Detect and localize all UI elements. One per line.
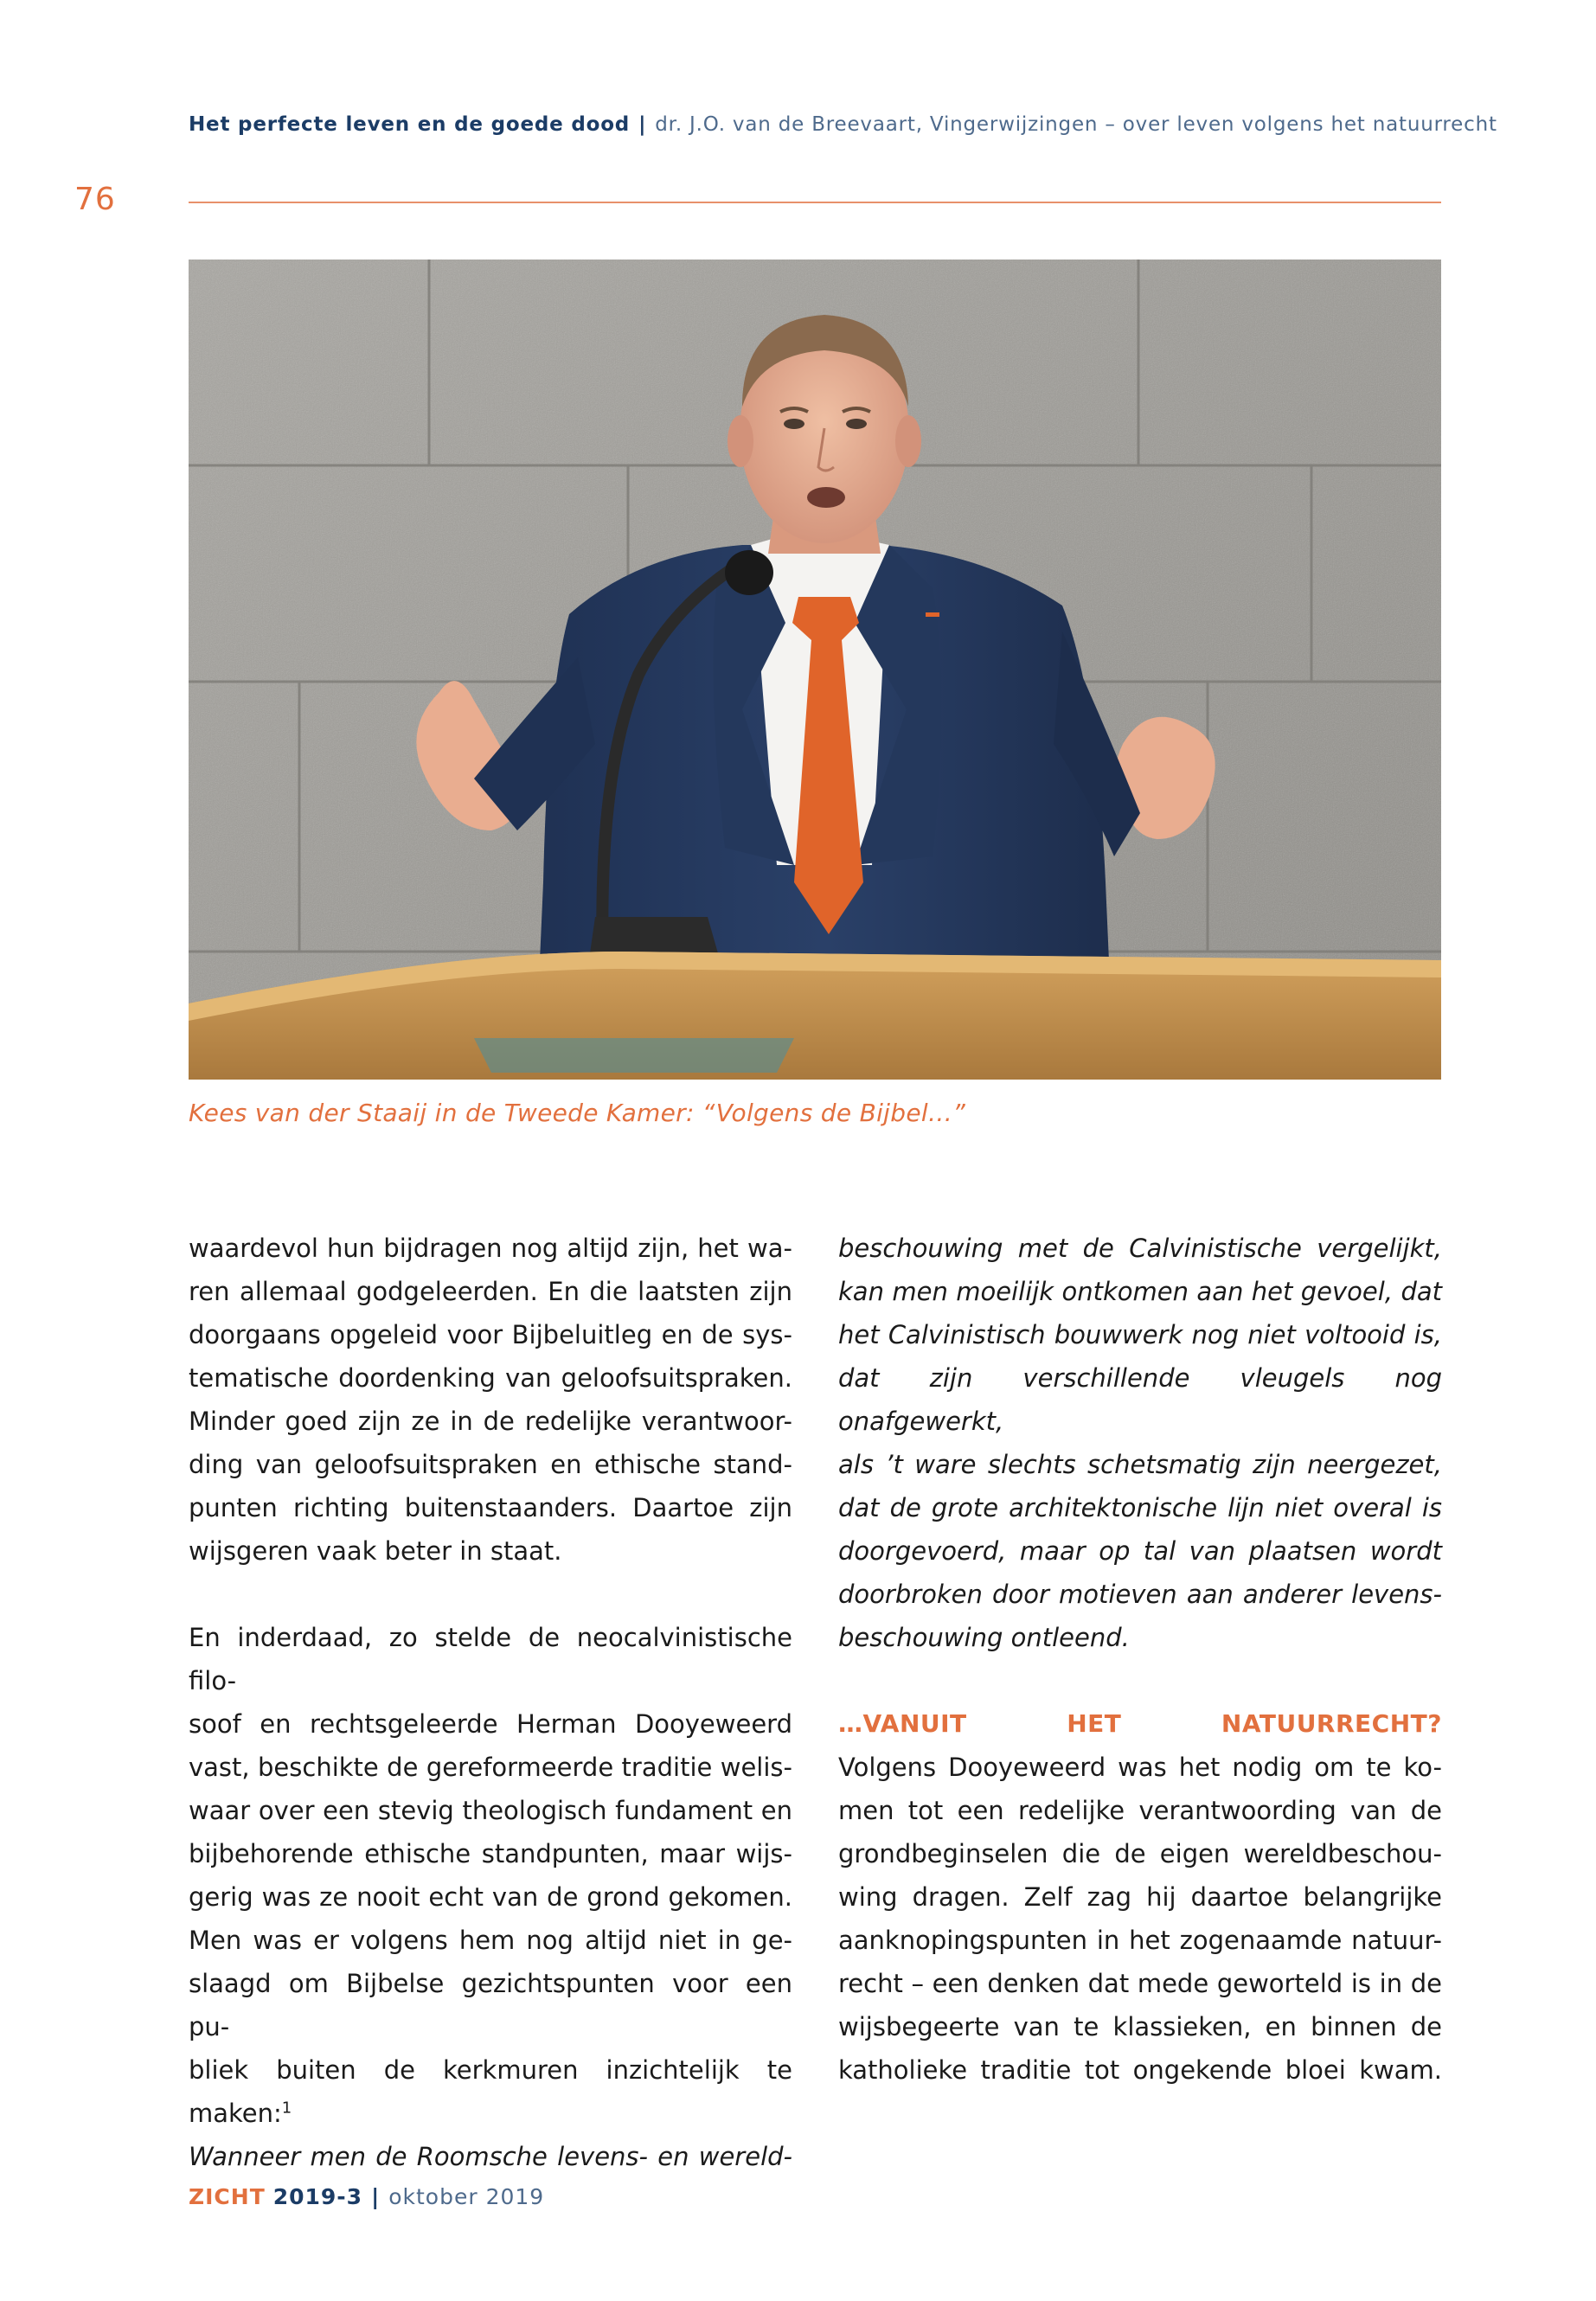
- body-line: vast, beschikte de gereformeerde traditie welis-: [189, 1753, 792, 1782]
- body-line: doorgaans opgeleid voor Bijbeluitleg en de sys-: [189, 1320, 792, 1349]
- quote-line: Wanneer men de Roomsche levens- en wereld-: [189, 2142, 792, 2171]
- running-head-separator: |: [638, 113, 647, 136]
- body-line: tematische doordenking van geloofsuitspraken.: [189, 1363, 792, 1393]
- footer-separator: |: [371, 2184, 381, 2209]
- paragraph-gap: [838, 1659, 1442, 1702]
- header-rule: [189, 202, 1441, 203]
- footer-brand: ZICHT: [189, 2184, 266, 2209]
- body-line: ren allemaal godgeleerden. En die laatsten zijn: [189, 1277, 792, 1306]
- body-line: Volgens Dooyeweerd was het nodig om te ko-: [838, 1753, 1442, 1782]
- footer-date: oktober 2019: [388, 2184, 545, 2209]
- body-line: recht – een denken dat mede geworteld is in de: [838, 1969, 1442, 1998]
- body-line-with-footnote: [189, 2048, 792, 2135]
- quote-line: als ’t ware slechts schetsmatig zijn neergezet,: [838, 1450, 1442, 1479]
- body-line: waardevol hun bijdragen nog altijd zijn, het wa-: [189, 1234, 792, 1263]
- body-line: bijbehorende ethische standpunten, maar wijs-: [189, 1839, 792, 1868]
- speaker-photo-illustration: [189, 260, 1441, 1080]
- body-line: slaagd om Bijbelse gezichtspunten voor een pu-: [189, 1969, 792, 2041]
- body-line: men tot een redelijke verantwoording van de: [838, 1796, 1442, 1825]
- speaker-photo: [189, 260, 1441, 1080]
- body-line: katholieke traditie tot ongekende bloei kwam.: [838, 2055, 1442, 2085]
- quote-line: doorbroken door motieven aan anderer levens-: [838, 1580, 1442, 1609]
- microphone: [725, 550, 773, 595]
- body-line: Minder goed zijn ze in de redelijke verantwoor-: [189, 1407, 792, 1436]
- right-column: [838, 1227, 1442, 2092]
- body-line: ding van geloofsuitspraken en ethische stand-: [189, 1450, 792, 1479]
- footer-issue: 2019-3: [272, 2184, 363, 2209]
- quote-line: beschouwing ontleend.: [838, 1623, 1130, 1652]
- quote-line: doorgevoerd, maar op tal van plaatsen wordt: [838, 1536, 1442, 1566]
- section-heading: …VANUIT HET NATUURRECHT?: [838, 1709, 1442, 1738]
- body-line: punten richting buitenstaanders. Daartoe zijn: [189, 1493, 792, 1522]
- photo-caption: Kees van der Staaij in de Tweede Kamer: “Volgens de Bijbel…”: [189, 1099, 966, 1127]
- body-line: soof en rechtsgeleerde Herman Dooyeweerd: [189, 1709, 792, 1739]
- body-line: wing dragen. Zelf zag hij daartoe belangrijke: [838, 1882, 1442, 1912]
- body-line: wijsgeren vaak beter in staat.: [189, 1536, 562, 1566]
- body-line: waar over een stevig theologisch fundament en: [189, 1796, 792, 1825]
- body-line: gerig was ze nooit echt van de grond gekomen.: [189, 1882, 792, 1912]
- body-line: En inderdaad, zo stelde de neocalvinistische filo-: [189, 1623, 792, 1695]
- running-head: [189, 113, 1497, 136]
- body-line: aanknopingspunten in het zogenaamde natuur-: [838, 1926, 1442, 1955]
- footer: [189, 2184, 544, 2209]
- body-line-text: bliek buiten de kerkmuren inzichtelijk te maken:: [189, 2055, 792, 2128]
- body-line: wijsbegeerte van te klassieken, en binnen de: [838, 2012, 1442, 2041]
- left-column: [189, 1227, 792, 2178]
- page-number: 76: [74, 182, 116, 217]
- quote-line: dat zijn verschillende vleugels nog onafgewerkt,: [838, 1363, 1442, 1436]
- quote-line: het Calvinistisch bouwwerk nog niet voltooid is,: [838, 1320, 1442, 1349]
- footnote-reference[interactable]: 1: [281, 2099, 292, 2118]
- quote-line: beschouwing met de Calvinistische vergelijkt,: [838, 1234, 1442, 1263]
- quote-line: kan men moeilijk ontkomen aan het gevoel, dat: [838, 1277, 1442, 1306]
- quote-line: dat de grote architektonische lijn niet overal is: [838, 1493, 1442, 1522]
- running-head-title: Het perfecte leven en de goede dood: [189, 113, 631, 136]
- paragraph-gap: [189, 1573, 792, 1616]
- body-line: Men was er volgens hem nog altijd niet in ge-: [189, 1926, 792, 1955]
- body-line: grondbeginselen die de eigen wereldbeschou-: [838, 1839, 1442, 1868]
- running-head-subtitle: dr. J.O. van de Breevaart, Vingerwijzingen – over leven volgens het natuurrecht: [655, 113, 1497, 136]
